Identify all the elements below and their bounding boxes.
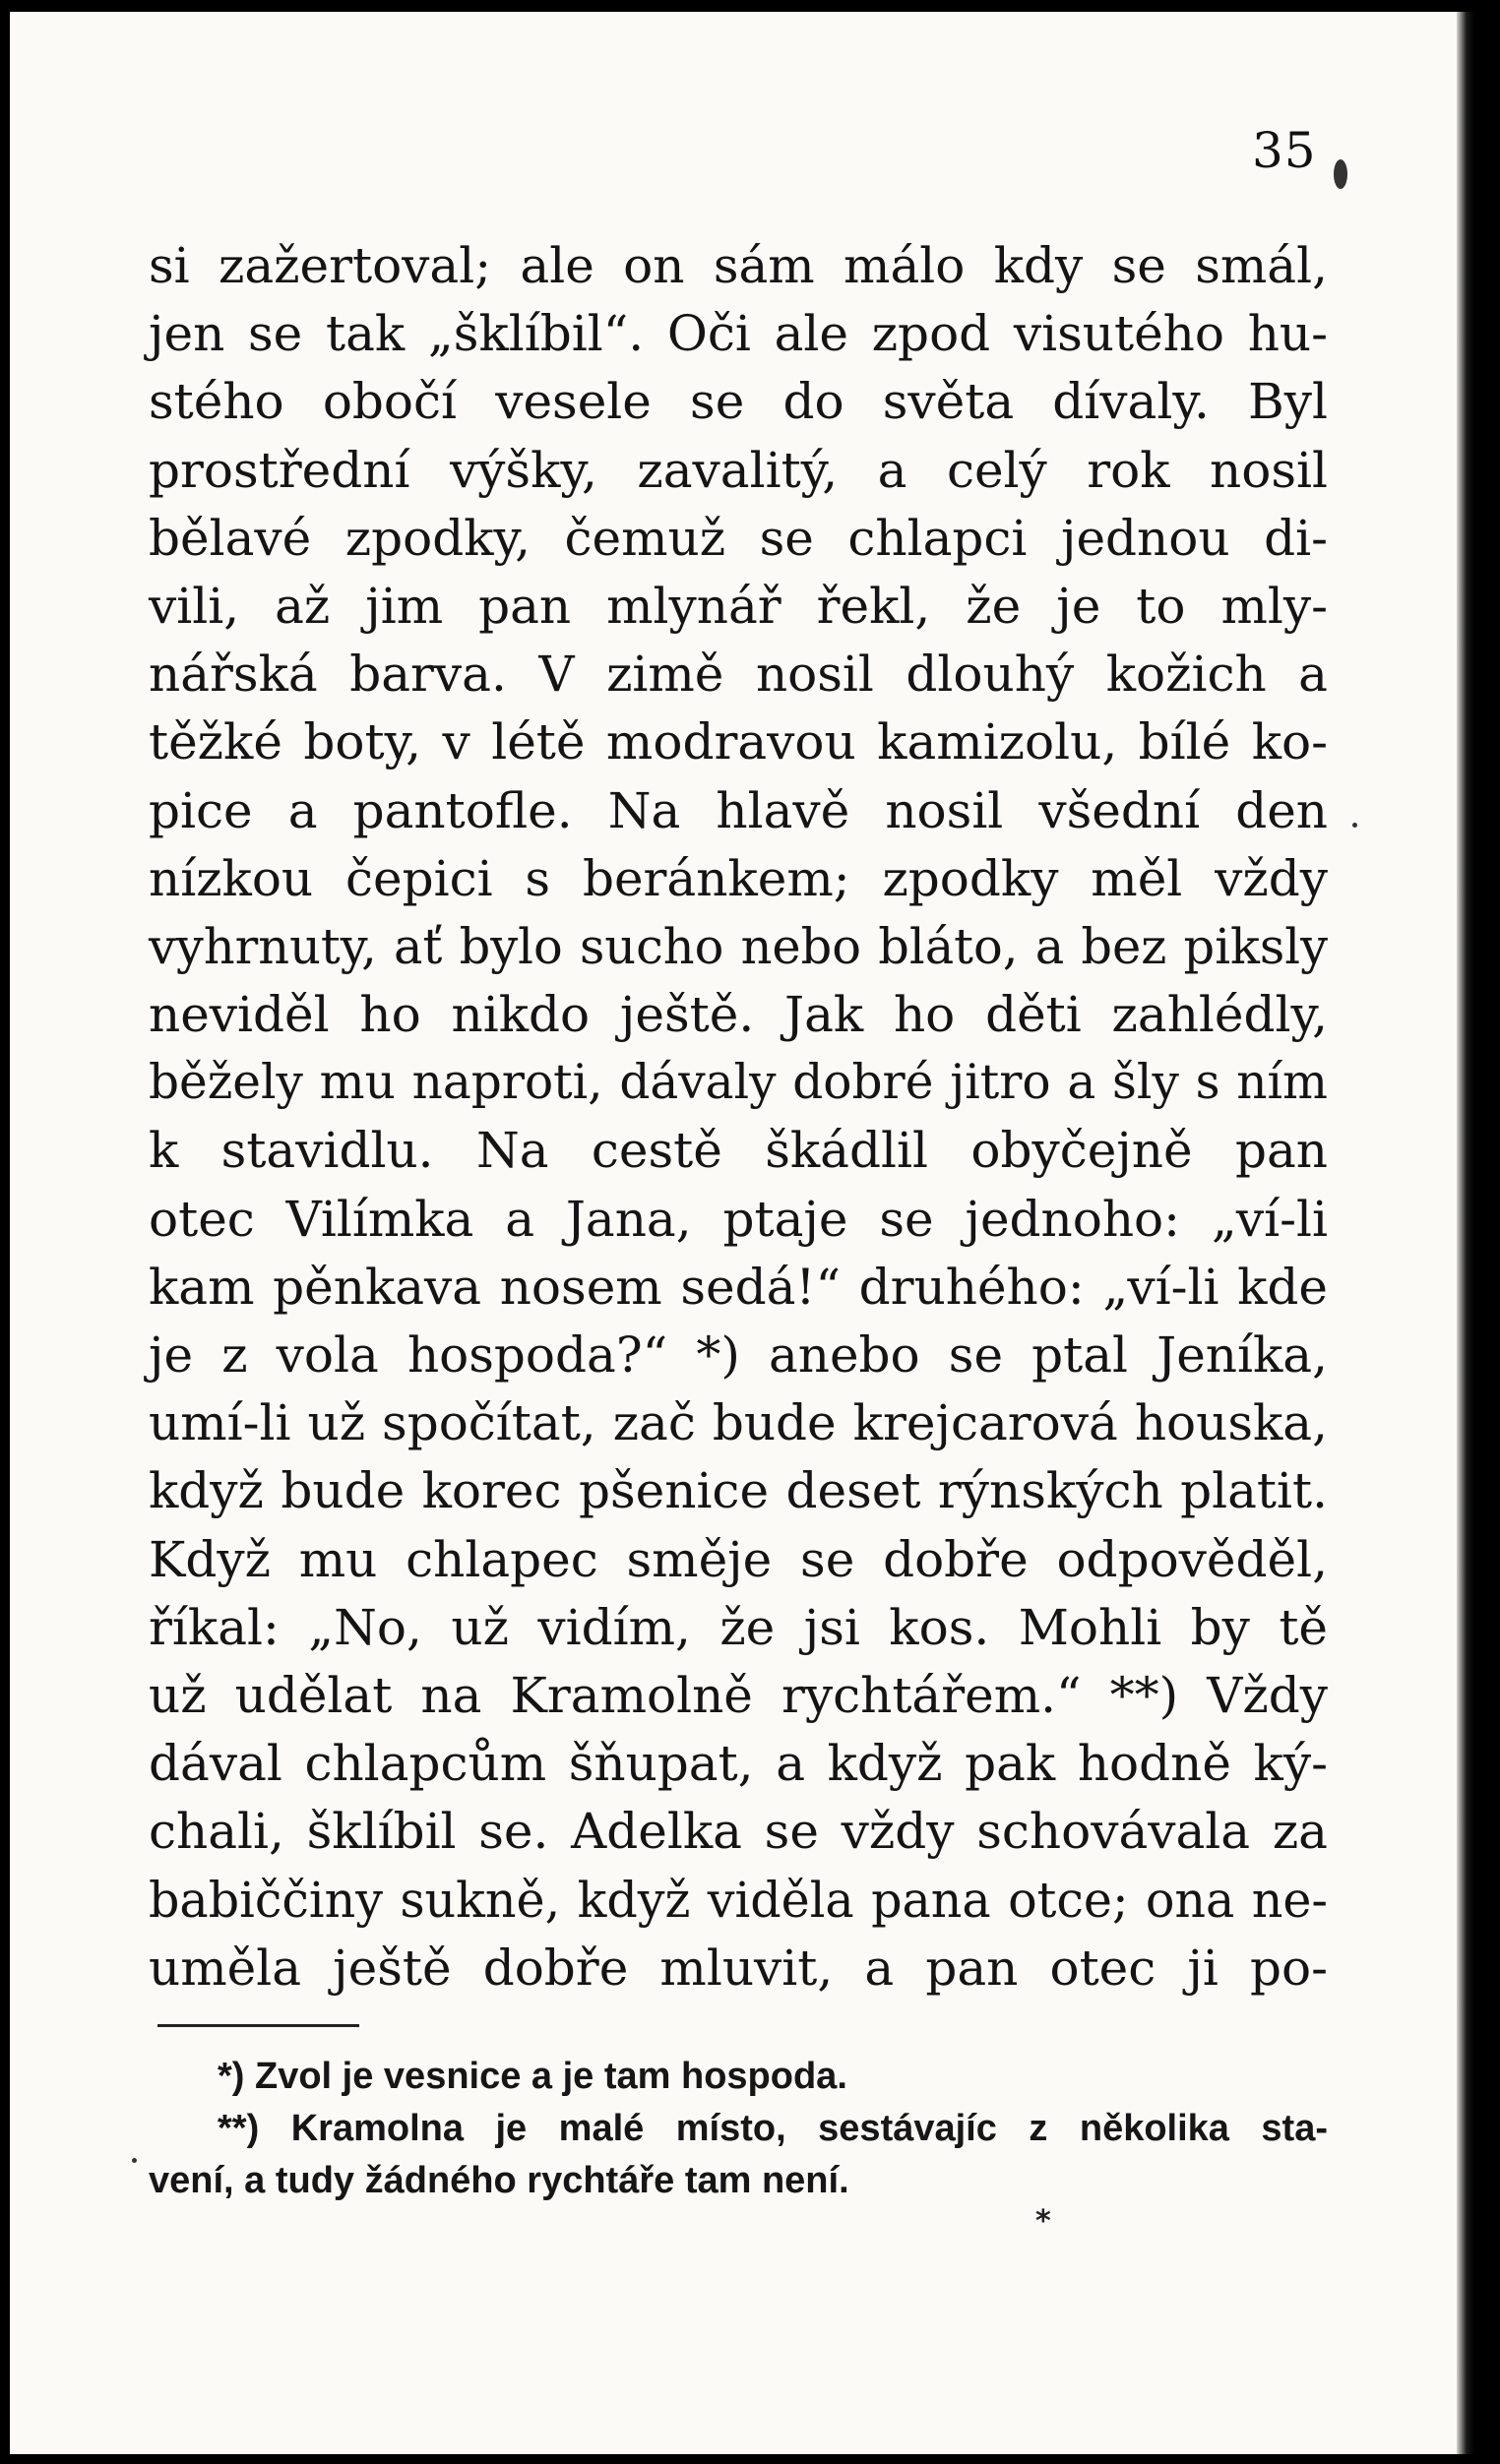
footnote-line: *) Zvol je vesnice a je tam hospoda. xyxy=(218,2056,847,2097)
ink-speck xyxy=(132,2158,137,2163)
footnotes xyxy=(149,2051,1328,2207)
text-line: říkal: „No, už vidím, že jsi kos. Mohli by tě xyxy=(149,1598,1328,1656)
text-line: chali, šklíbil se. Adelka se vždy schovávala za xyxy=(149,1803,1328,1861)
text-line: vili, až jim pan mlynář řekl, že je to mly- xyxy=(149,577,1328,635)
text-line: babiččiny sukně, když viděla pana otce; ona ne- xyxy=(149,1871,1328,1929)
text-line: umí-li už spočítat, zač bude krejcarová houska, xyxy=(149,1394,1328,1452)
text-line: uměla ještě dobře mluvit, a pan otec ji po- xyxy=(149,1939,1328,1997)
text-line: těžké boty, v létě modravou kamizolu, bílé ko- xyxy=(149,713,1328,771)
text-line: bělavé zpodky, čemuž se chlapci jednou di- xyxy=(149,509,1328,567)
text-line: pice a pantofle. Na hlavě nosil všední den xyxy=(149,781,1328,839)
ink-speck xyxy=(1334,159,1347,189)
text-line: nízkou čepici s beránkem; zpodky měl vždy xyxy=(149,849,1328,907)
text-line: prostřední výšky, zavalitý, a celý rok nosil xyxy=(149,441,1328,499)
ink-speck xyxy=(1352,823,1357,828)
page-number: 35 xyxy=(1252,122,1317,179)
text-line: dával chlapcům šňupat, a když pak hodně ký- xyxy=(149,1735,1328,1793)
signature-mark: * xyxy=(1035,2204,1051,2239)
text-line: Když mu chlapec směje se dobře odpověděl, xyxy=(149,1530,1328,1588)
text-line: už udělat na Kramolně rychtářem.“ **) Vždy xyxy=(149,1666,1328,1724)
text-line: k stavidlu. Na cestě škádlil obyčejně pan xyxy=(149,1122,1328,1180)
book-page xyxy=(10,12,1474,2454)
text-line: vyhrnuty, ať bylo sucho nebo bláto, a bez piksly xyxy=(149,917,1328,975)
text-line: neviděl ho nikdo ještě. Jak ho děti zahlédly, xyxy=(149,986,1328,1044)
text-line: si zažertoval; ale on sám málo kdy se smál, xyxy=(149,237,1328,294)
text-line: když bude korec pšenice deset rýnských platit. xyxy=(149,1462,1328,1520)
text-line: jen se tak „šklíbil“. Oči ale zpod visutého hu- xyxy=(149,305,1328,363)
footnote-line: vení, a tudy žádného rychtáře tam není. xyxy=(149,2160,849,2201)
body-text xyxy=(149,232,1328,2002)
text-line: stého obočí vesele se do světa dívaly. Byl xyxy=(149,373,1328,431)
text-line: kam pěnkava nosem sedá!“ druhého: „ví-li kde xyxy=(149,1258,1328,1316)
text-line: je z vola hospoda?“ *) anebo se ptal Jeníka, xyxy=(149,1326,1328,1384)
text-line: běžely mu naproti, dávaly dobré jitro a šly s ním xyxy=(149,1055,1328,1111)
footnote-line: **) Kramolna je malé místo, sestávajíc z několika sta- xyxy=(218,2108,1328,2149)
footnote-divider xyxy=(157,2024,359,2027)
text-line: nářská barva. V zimě nosil dlouhý kožich a xyxy=(149,646,1328,704)
text-line: otec Vilímka a Jana, ptaje se jednoho: „ví-li xyxy=(149,1190,1328,1248)
